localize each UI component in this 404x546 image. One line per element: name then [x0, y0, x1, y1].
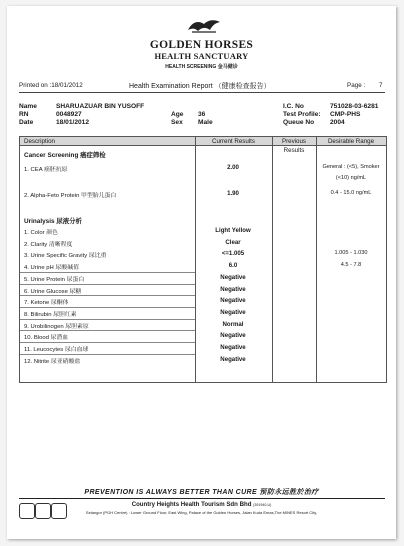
urinalysis-test-range: 1.005 - 1.030: [334, 250, 368, 257]
col-header-current-results: Current Results: [195, 137, 272, 146]
urinalysis-test-range: 4.5 - 7.8: [340, 262, 362, 269]
urinalysis-test-name: 12. Nitrite 尿亚硝酸盐: [24, 358, 81, 365]
urinalysis-test-name: 8. Bilirubin 尿胆红素: [24, 311, 77, 318]
queue-value: 2004: [330, 119, 345, 126]
urinalysis-test-name: 10. Blood 尿潜血: [24, 335, 69, 342]
urinalysis-test-result: Negative: [220, 332, 246, 340]
name-label: Name: [19, 103, 37, 110]
name-value: SHARUAZUAR BIN YUSOFF: [56, 103, 145, 110]
header-divider: [19, 92, 385, 93]
rn-label: RN: [19, 111, 29, 118]
company-name: Country Heights Health Tourism Sdn Bhd: [131, 501, 252, 508]
footer-company: [7, 501, 396, 508]
sex-label: Sex: [171, 119, 183, 126]
section-title-urinalysis: Urinalysis 尿液分析: [24, 218, 82, 225]
urinalysis-test-result: Negative: [220, 297, 246, 305]
column-divider: [316, 137, 317, 382]
urinalysis-test-name: 9. Urobilinogen 尿胆素原: [24, 323, 89, 330]
urinalysis-test-result: Negative: [220, 344, 246, 351]
column-divider: [195, 137, 196, 382]
ic-label: I.C. No: [283, 103, 304, 110]
test-profile-label: Test Profile:: [283, 111, 321, 118]
cancer-test-result: 1.90: [227, 190, 239, 197]
page-number: 7: [379, 82, 383, 89]
cancer-test-name: 2. Alpha-Feto Protein 甲型胎儿蛋白: [24, 193, 117, 199]
cancer-test-range: General : (<5), Smoker: [322, 164, 380, 170]
urinalysis-test-result: Negative: [220, 355, 246, 363]
footer-divider: [19, 498, 385, 499]
row-divider: [20, 342, 195, 343]
urinalysis-test-name: 2. Clarity 清晰程度: [24, 241, 73, 248]
row-divider: [20, 307, 195, 308]
brand-subtitle: HEALTH SANCTUARY: [154, 51, 249, 61]
urinalysis-test-result: Light Yellow: [215, 227, 251, 234]
urinalysis-test-name: 11. Leucocytes 尿白血球: [24, 347, 89, 353]
row-divider: [20, 354, 195, 355]
urinalysis-test-result: <=1.005: [221, 250, 245, 258]
row-divider: [20, 330, 195, 331]
row-divider: [20, 284, 195, 285]
queue-label: Queue No: [283, 119, 315, 126]
date-label: Date: [19, 119, 34, 126]
urinalysis-test-result: 6.0: [228, 262, 238, 270]
row-divider: [20, 295, 195, 296]
age-value: 36: [198, 111, 206, 118]
urinalysis-test-name: 7. Ketone 尿酮体: [24, 300, 69, 307]
urinalysis-test-name: 6. Urine Glucose 尿糖: [24, 288, 82, 295]
urinalysis-test-result: Clear: [225, 238, 241, 246]
row-divider: [20, 319, 195, 320]
report-page: [7, 6, 396, 539]
urinalysis-test-name: 3. Urine Specific Gravity 尿比重: [24, 253, 107, 260]
section-title-cancer: Cancer Screening 癌症筛检: [24, 152, 106, 159]
urinalysis-test-result: Normal: [222, 320, 244, 328]
test-profile-value: CMP-PHS: [330, 111, 361, 118]
col-header-previous-results: Previous Results: [272, 137, 316, 146]
cancer-test-name: 1. CEA 癌胚抗原: [24, 167, 68, 173]
urinalysis-test-name: 5. Urine Protein 尿蛋白: [24, 276, 85, 283]
urinalysis-test-result: Negative: [220, 285, 246, 293]
footer-motto: PREVENTION IS ALWAYS BETTER THAN CURE 预防永远胜於治疗: [84, 489, 319, 496]
urinalysis-test-result: Negative: [220, 308, 246, 316]
sex-value: Male: [198, 119, 213, 126]
golden-horse-logo-icon: [184, 16, 224, 36]
urinalysis-test-name: 1. Color 颜色: [24, 230, 59, 236]
company-registration: (391940-U): [253, 503, 272, 507]
urinalysis-test-name: 4. Urine pH 尿酸碱值: [24, 265, 79, 272]
cancer-test-range: 0.4 - 15.0 ng/mL: [330, 190, 372, 196]
brand-name: GOLDEN HORSES: [149, 39, 254, 51]
rn-value: 0048927: [56, 111, 82, 118]
col-header-description: Description: [20, 137, 195, 146]
ic-value: 751028-03-6281: [330, 103, 379, 110]
footer-address: Selangor (PGH Centre) : Lower Ground Floor, East Wing, Palace of the Golden Horses, Jalan Kuda Emas,The MINES Resort City,: [85, 510, 318, 515]
age-label: Age: [171, 111, 184, 118]
page-label: Page :: [347, 82, 366, 89]
col-header-desirable-range: Desirable Range: [316, 137, 386, 146]
column-divider: [272, 137, 273, 382]
brand-tagline: HEALTH SCREENING 金马健诊: [165, 64, 238, 70]
urinalysis-test-result: Negative: [220, 273, 246, 281]
cancer-test-range-unit: (<10) ng/mL: [335, 175, 367, 181]
cancer-test-result: 2.00: [227, 164, 239, 171]
printed-on: Printed on :18/01/2012: [19, 82, 83, 89]
date-value: 18/01/2012: [56, 119, 90, 126]
row-divider: [20, 272, 195, 273]
results-table: [19, 136, 387, 383]
report-title: Health Examination Report （健康检查报告）: [129, 83, 271, 90]
